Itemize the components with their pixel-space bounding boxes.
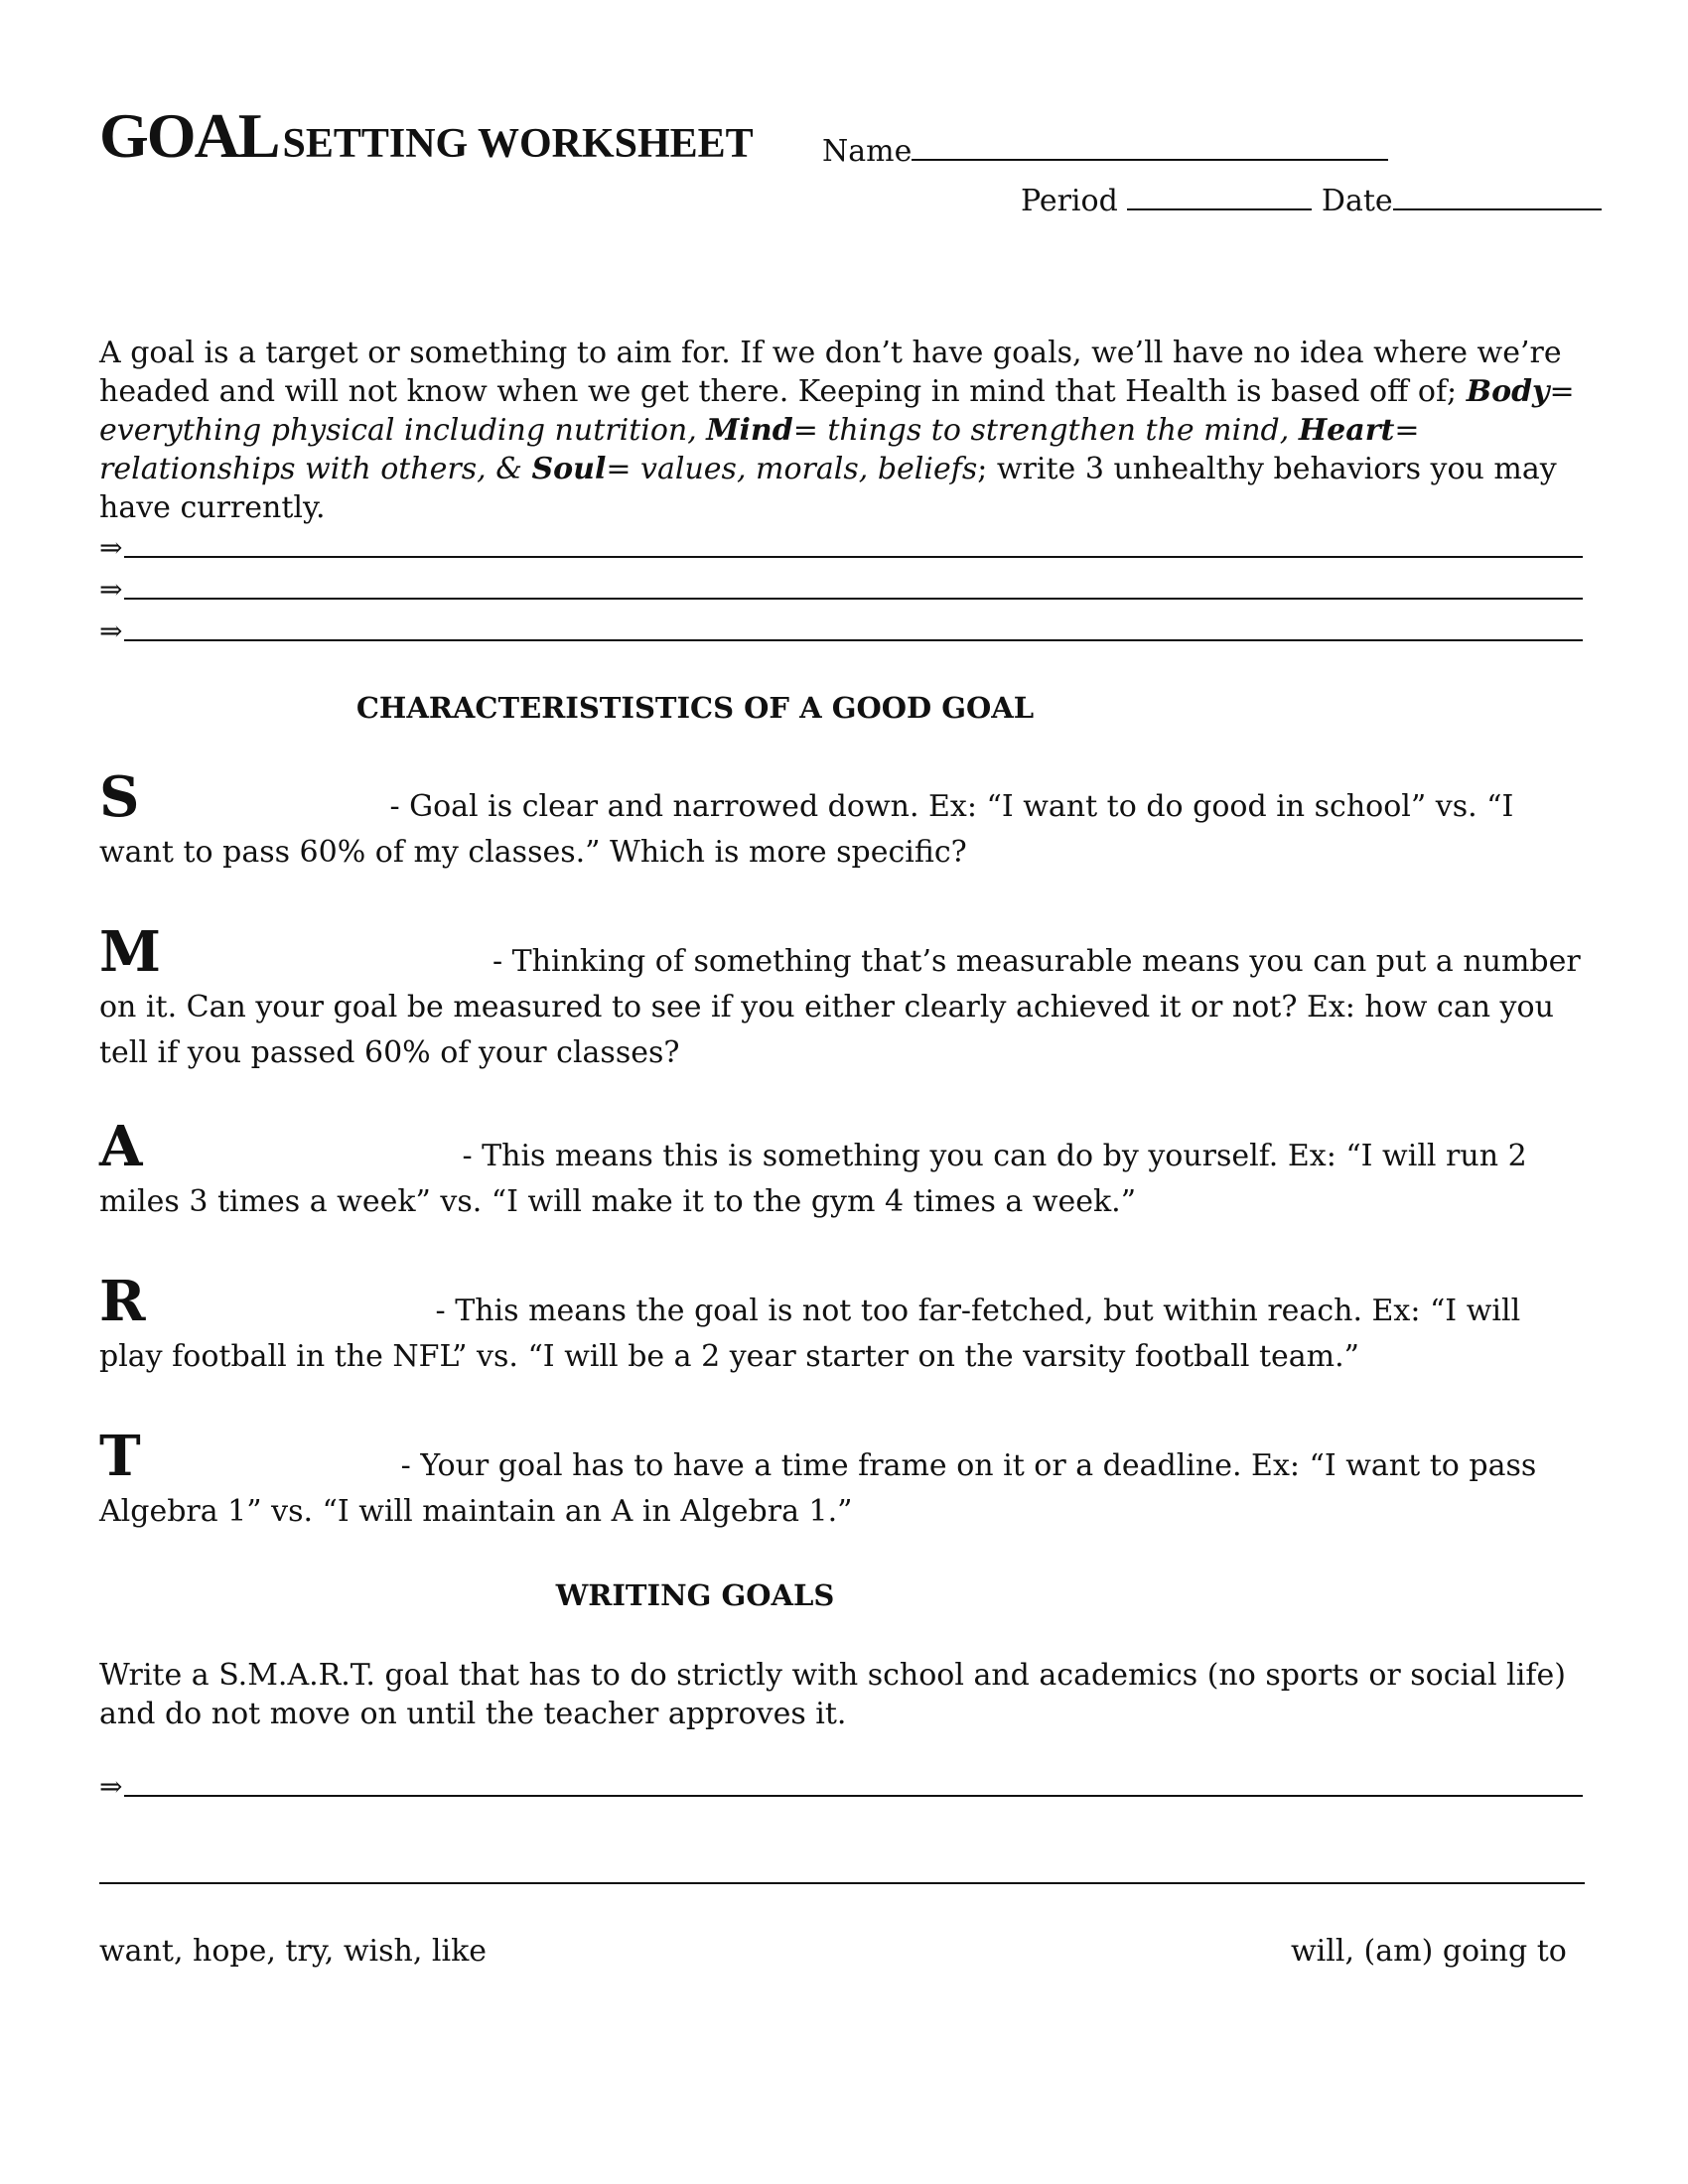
answer-blank[interactable] [124, 1795, 1583, 1797]
characteristics-heading: CHARACTERISTISTICS OF A GOOD GOAL [355, 691, 1035, 725]
smart-text-a: - This means this is something you can do by yourself. Ex: “I will run 2 miles 3 times a week” vs. “I will make it to the gym 4 times a week.” [99, 1139, 1527, 1219]
period-date-row [1021, 179, 1602, 218]
smart-text-r: - This means the goal is not too far-fetched, but within reach. Ex: “I will play football in the NFL” vs. “I will be a 2 year starter on the varsity football team.” [99, 1294, 1521, 1374]
smart-letter-s: S [99, 764, 140, 830]
arrow-icon: ⇒ [99, 614, 123, 647]
writing-goals-heading: WRITING GOALS [555, 1578, 835, 1612]
writing-instructions: Write a S.M.A.R.T. goal that has to do strictly with school and academics (no sports or social life) and do not move on until the teacher approves it. [99, 1658, 1566, 1731]
mind-term: Mind [706, 413, 793, 448]
smart-letter-a: A [99, 1114, 143, 1179]
title-setting-worksheet: SETTING WORKSHEET [282, 121, 754, 167]
behavior-answer-line-2[interactable] [99, 572, 1583, 606]
intro-paragraph [99, 334, 1589, 527]
arrow-icon: ⇒ [99, 1770, 123, 1803]
strong-words: will, (am) going to [1291, 1934, 1567, 1969]
date-label: Date [1321, 184, 1393, 218]
intro-instruction: ; write 3 unhealthy behaviors you may have currently. [99, 452, 1557, 525]
body-definition: = everything physical including nutrition, [99, 374, 1575, 448]
smart-text-s: - Goal is clear and narrowed down. Ex: “I want to do good in school” vs. “I want to pass 60% of my classes.” Which is more specific? [99, 789, 1514, 870]
title-goal: GOAL [99, 100, 279, 171]
period-label: Period [1021, 184, 1118, 218]
smart-letter-r: R [99, 1269, 146, 1334]
answer-blank[interactable] [124, 556, 1583, 558]
date-blank[interactable] [1393, 179, 1602, 210]
smart-item-a [99, 1114, 1589, 1225]
body-term: Body [1466, 374, 1550, 409]
worksheet-title [99, 99, 754, 173]
name-label: Name [822, 134, 913, 169]
heart-term: Heart [1298, 413, 1395, 448]
behavior-answer-line-3[interactable] [99, 614, 1583, 647]
smart-item-t [99, 1424, 1589, 1535]
mind-definition: = things to strengthen the mind, [792, 413, 1299, 448]
arrow-icon: ⇒ [99, 573, 123, 606]
smart-item-m [99, 919, 1589, 1076]
answer-blank[interactable] [124, 598, 1583, 600]
smart-text-t: - Your goal has to have a time frame on it or a deadline. Ex: “I want to pass Algebra 1” vs. “I will maintain an A in Algebra 1.” [99, 1448, 1537, 1529]
smart-item-r [99, 1269, 1589, 1380]
smart-letter-m: M [99, 919, 161, 985]
goal-answer-line-2[interactable] [99, 1882, 1585, 1884]
soul-definition: = values, morals, beliefs [606, 452, 978, 486]
period-blank[interactable] [1127, 179, 1312, 210]
smart-item-s [99, 764, 1589, 876]
intro-text: A goal is a target or something to aim for. If we don’t have goals, we’ll have no idea where we’re headed and will not know when we get there. Keeping in mind that Health is based off of; [99, 336, 1562, 409]
goal-answer-line[interactable] [99, 1769, 1583, 1803]
answer-blank[interactable] [124, 639, 1583, 641]
behavior-answer-line-1[interactable] [99, 530, 1583, 564]
soul-term: Soul [531, 452, 607, 486]
weak-words: want, hope, try, wish, like [99, 1934, 488, 1969]
name-field[interactable] [822, 129, 1388, 169]
heart-definition: = relationships with others, & [99, 413, 1420, 486]
smart-letter-t: T [99, 1424, 141, 1489]
smart-text-m: - Thinking of something that’s measurable means you can put a number on it. Can your goal be measured to see if you either clearly achieved it or not? Ex: how can you tell if you passed 60% of your classes? [99, 944, 1581, 1070]
name-blank[interactable] [912, 129, 1388, 161]
arrow-icon: ⇒ [99, 531, 123, 564]
